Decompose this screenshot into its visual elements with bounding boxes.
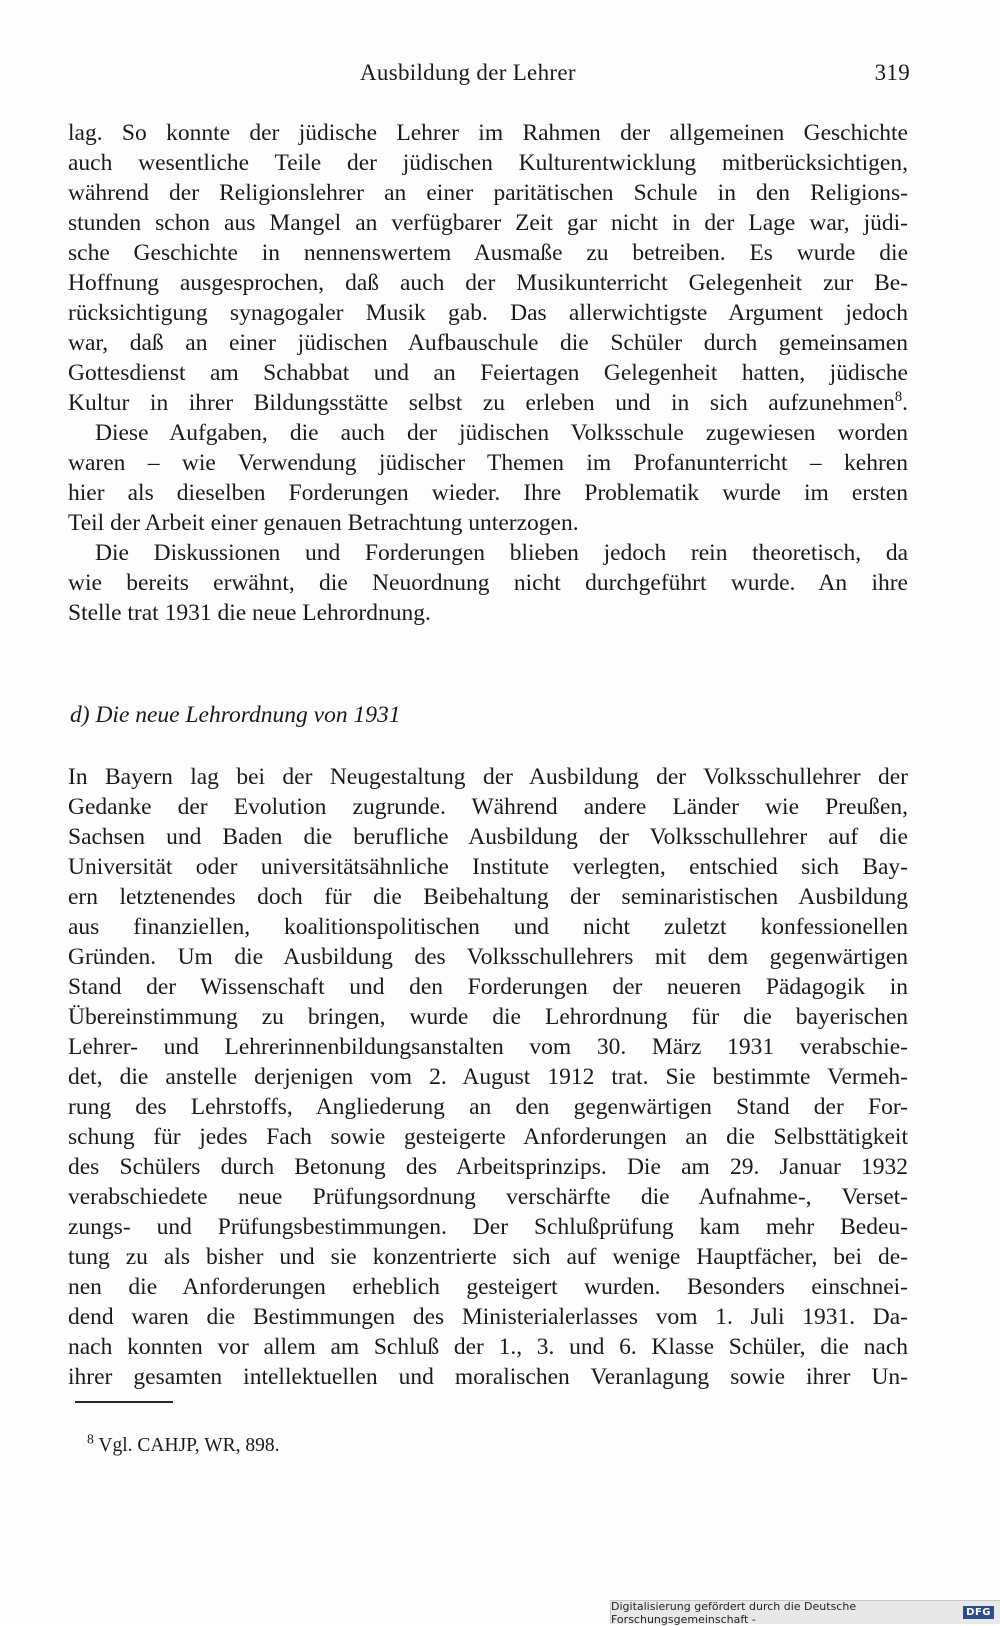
body-line: Hoffnung ausgesprochen, daß auch der Musikunterricht Gelegenheit zur Be- — [68, 270, 908, 296]
body-line: sche Geschichte in nennenswertem Ausmaße zu betreiben. Es wurde die — [68, 240, 908, 266]
body-line: nach konnten vor allem am Schluß der 1., 3. und 6. Klasse Schüler, die nach — [68, 1334, 908, 1360]
body-line: stunden schon aus Mangel an verfügbarer Zeit gar nicht in der Lage war, jüdi- — [68, 210, 908, 236]
body-line: Gottesdienst am Schabbat und an Feiertagen Gelegenheit hatten, jüdische — [68, 360, 908, 386]
section-heading: d) Die neue Lehrordnung von 1931 — [70, 702, 401, 728]
footnote-reference: 8 — [894, 389, 903, 406]
footnote-rule — [75, 1401, 173, 1403]
body-line: aus finanziellen, koalitionspolitischen und nicht zuletzt konfessionellen — [68, 914, 908, 940]
body-line: Stelle trat 1931 die neue Lehrordnung. — [68, 600, 431, 626]
body-line: lag. So konnte der jüdische Lehrer im Rahmen der allgemeinen Geschichte — [68, 120, 908, 146]
body-line: wie bereits erwähnt, die Neuordnung nicht durchgeführt wurde. An ihre — [68, 570, 908, 596]
dfg-logo: DFG — [963, 1606, 994, 1619]
body-line: Lehrer- und Lehrerinnenbildungsanstalten vom 30. März 1931 verabschie- — [68, 1034, 908, 1060]
body-line: Universität oder universitätsähnliche Institute verlegten, entschied sich Bay- — [68, 854, 908, 880]
body-line-text: Kultur in ihrer Bildungsstätte selbst zu erleben und in sich aufzunehmen — [68, 390, 895, 416]
body-line: während der Religionslehrer an einer paritätischen Schule in den Religions- — [68, 180, 908, 206]
body-line: Übereinstimmung zu bringen, wurde die Lehrordnung für die bayerischen — [68, 1004, 908, 1030]
body-line: Gedanke der Evolution zugrunde. Während andere Länder wie Preußen, — [68, 794, 908, 820]
body-line: ern letztenendes doch für die Beibehaltung der seminaristischen Ausbildung — [68, 884, 908, 910]
footnote — [87, 1433, 280, 1459]
body-line: Diese Aufgaben, die auch der jüdischen Volksschule zugewiesen worden — [95, 420, 908, 446]
page-number: 319 — [874, 60, 910, 85]
footnote-marker: 8 — [87, 1431, 94, 1447]
body-line: waren – wie Verwendung jüdischer Themen im Profanunterricht – kehren — [68, 450, 908, 476]
body-line: des Schülers durch Betonung des Arbeitsprinzips. Die am 29. Januar 1932 — [68, 1154, 908, 1180]
body-line: zungs- und Prüfungsbestimmungen. Der Schlußprüfung kam mehr Bedeu- — [68, 1214, 908, 1240]
body-line: Stand der Wissenschaft und den Forderungen der neueren Pädagogik in — [68, 974, 908, 1000]
body-line: nen die Anforderungen erheblich gesteigert wurden. Besonders einschnei- — [68, 1274, 908, 1300]
digitization-footer-bar — [610, 1600, 1000, 1624]
footnote-text: Vgl. CAHJP, WR, 898. — [98, 1435, 280, 1456]
body-line: tung zu als bisher und sie konzentrierte sich auf wenige Hauptfächer, bei de- — [68, 1244, 908, 1270]
body-line: verabschiedete neue Prüfungsordnung verschärfte die Aufnahme-, Verset- — [68, 1184, 908, 1210]
digitization-credit-text: Digitalisierung gefördert durch die Deutsche Forschungsgemeinschaft - — [611, 1599, 857, 1626]
body-line: ihrer gesamten intellektuellen und moralischen Veranlagung sowie ihrer Un- — [68, 1364, 908, 1390]
body-line: dend waren die Bestimmungen des Ministerialerlasses vom 1. Juli 1931. Da- — [68, 1304, 908, 1330]
body-line: schung für jedes Fach sowie gesteigerte Anforderungen an die Selbsttätigkeit — [68, 1124, 908, 1150]
running-head — [72, 60, 910, 92]
body-line: war, daß an einer jüdischen Aufbauschule die Schüler durch gemeinsamen — [68, 330, 908, 356]
body-line: Gründen. Um die Ausbildung des Volksschullehrers mit dem gegenwärtigen — [68, 944, 908, 970]
line-end-period: . — [902, 390, 908, 416]
running-title: Ausbildung der Lehrer — [360, 60, 576, 85]
body-line: det, die anstelle derjenigen vom 2. August 1912 trat. Sie bestimmte Vermeh- — [68, 1064, 908, 1090]
body-line: Die Diskussionen und Forderungen blieben jedoch rein theoretisch, da — [95, 540, 908, 566]
body-line: Sachsen und Baden die berufliche Ausbildung der Volksschullehrer auf die — [68, 824, 908, 850]
body-line: rung des Lehrstoffs, Angliederung an den gegenwärtigen Stand der For- — [68, 1094, 908, 1120]
body-line: auch wesentliche Teile der jüdischen Kulturentwicklung mitberücksichtigen, — [68, 150, 908, 176]
body-line-with-footnote-ref — [68, 388, 908, 418]
body-line: In Bayern lag bei der Neugestaltung der Ausbildung der Volksschullehrer der — [68, 764, 908, 790]
body-line: Teil der Arbeit einer genauen Betrachtung unterzogen. — [68, 510, 579, 536]
body-line: hier als dieselben Forderungen wieder. Ihre Problematik wurde im ersten — [68, 480, 908, 506]
body-line: rücksichtigung synagogaler Musik gab. Das allerwichtigste Argument jedoch — [68, 300, 908, 326]
